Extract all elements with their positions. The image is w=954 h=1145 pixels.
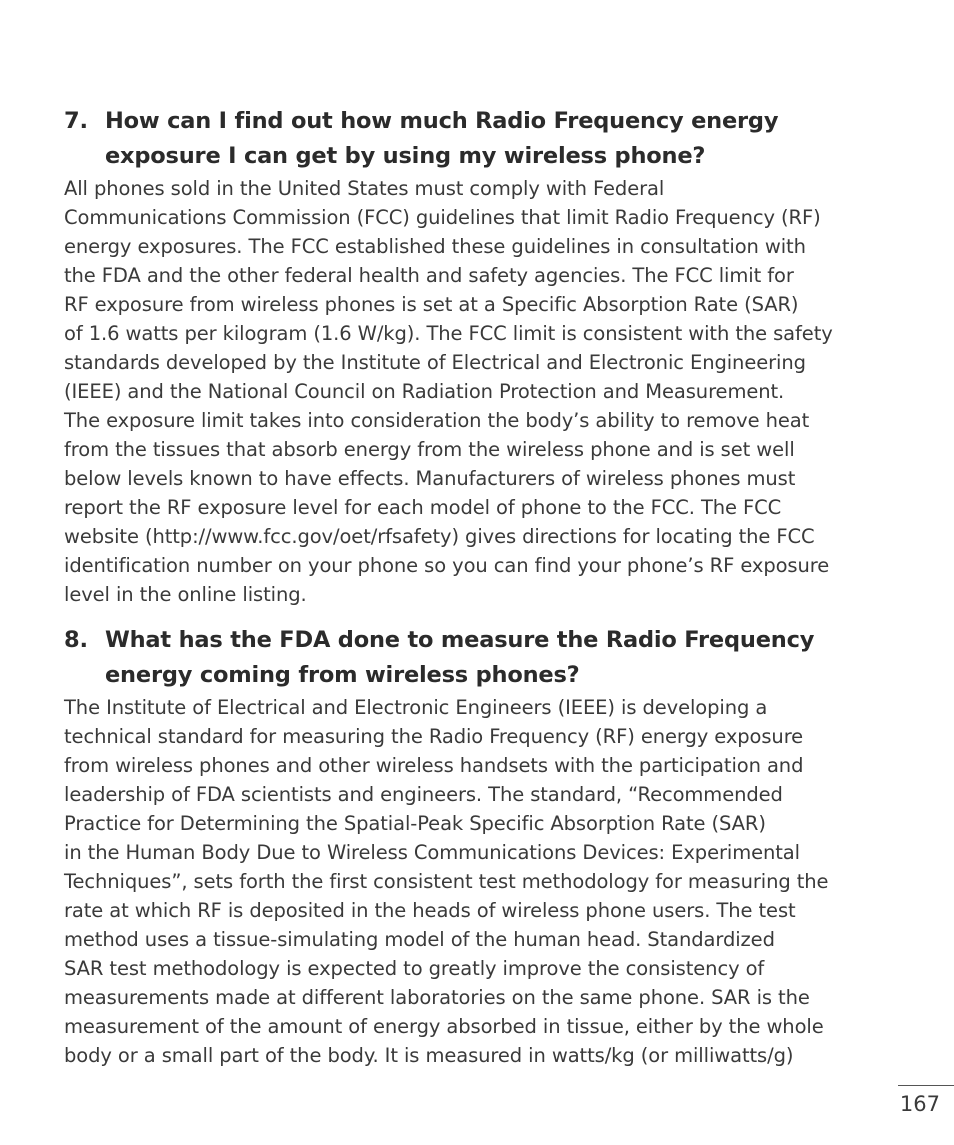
section-body xyxy=(64,174,904,609)
body-line: Communications Commission (FCC) guidelines that limit Radio Frequency (RF) xyxy=(64,206,821,229)
section-8 xyxy=(64,623,904,1070)
body-line: (IEEE) and the National Council on Radiation Protection and Measurement. xyxy=(64,380,785,403)
document-page xyxy=(64,104,904,1070)
section-title xyxy=(105,104,904,174)
body-line: standards developed by the Institute of Electrical and Electronic Engineering xyxy=(64,351,806,374)
body-line: below levels known to have effects. Manufacturers of wireless phones must xyxy=(64,467,796,490)
section-heading xyxy=(64,623,904,693)
section-number: 8. xyxy=(64,627,88,653)
heading-line: energy coming from wireless phones? xyxy=(105,662,580,688)
section-heading xyxy=(64,104,904,174)
body-line: measurements made at different laboratories on the same phone. SAR is the xyxy=(64,986,810,1009)
body-line: method uses a tissue-simulating model of the human head. Standardized xyxy=(64,928,775,951)
body-line: RF exposure from wireless phones is set at a Specific Absorption Rate (SAR) xyxy=(64,293,799,316)
section-7 xyxy=(64,104,904,609)
body-line: of 1.6 watts per kilogram (1.6 W/kg). The FCC limit is consistent with the safety xyxy=(64,322,833,345)
body-line: measurement of the amount of energy absorbed in tissue, either by the whole xyxy=(64,1015,824,1038)
body-line: Practice for Determining the Spatial-Peak Specific Absorption Rate (SAR) xyxy=(64,812,766,835)
body-line: from the tissues that absorb energy from the wireless phone and is set well xyxy=(64,438,795,461)
body-line: All phones sold in the United States must comply with Federal xyxy=(64,177,665,200)
heading-line: What has the FDA done to measure the Radio Frequency xyxy=(105,627,815,653)
body-line: Techniques”, sets forth the first consistent test methodology for measuring the xyxy=(64,870,829,893)
body-line: SAR test methodology is expected to greatly improve the consistency of xyxy=(64,957,765,980)
body-line: identification number on your phone so you can find your phone’s RF exposure xyxy=(64,554,830,577)
page-number-rule xyxy=(898,1085,954,1086)
body-line: The Institute of Electrical and Electronic Engineers (IEEE) is developing a xyxy=(64,696,768,719)
section-body xyxy=(64,693,904,1070)
section-title xyxy=(105,623,904,693)
body-line: level in the online listing. xyxy=(64,583,307,606)
body-line: the FDA and the other federal health and safety agencies. The FCC limit for xyxy=(64,264,794,287)
page-number: 167 xyxy=(899,1092,940,1116)
body-line: energy exposures. The FCC established these guidelines in consultation with xyxy=(64,235,806,258)
body-line: technical standard for measuring the Radio Frequency (RF) energy exposure xyxy=(64,725,804,748)
body-line: in the Human Body Due to Wireless Communications Devices: Experimental xyxy=(64,841,800,864)
body-line: leadership of FDA scientists and engineers. The standard, “Recommended xyxy=(64,783,783,806)
body-line: report the RF exposure level for each model of phone to the FCC. The FCC xyxy=(64,496,782,519)
heading-line: How can I find out how much Radio Frequency energy xyxy=(105,108,779,134)
body-line: from wireless phones and other wireless handsets with the participation and xyxy=(64,754,804,777)
section-number: 7. xyxy=(64,108,88,134)
body-line: body or a small part of the body. It is measured in watts/kg (or milliwatts/g) xyxy=(64,1044,794,1067)
body-line: The exposure limit takes into consideration the body’s ability to remove heat xyxy=(64,409,810,432)
body-line: rate at which RF is deposited in the heads of wireless phone users. The test xyxy=(64,899,796,922)
body-line: website (http://www.fcc.gov/oet/rfsafety) gives directions for locating the FCC xyxy=(64,525,815,548)
heading-line: exposure I can get by using my wireless phone? xyxy=(105,143,706,169)
